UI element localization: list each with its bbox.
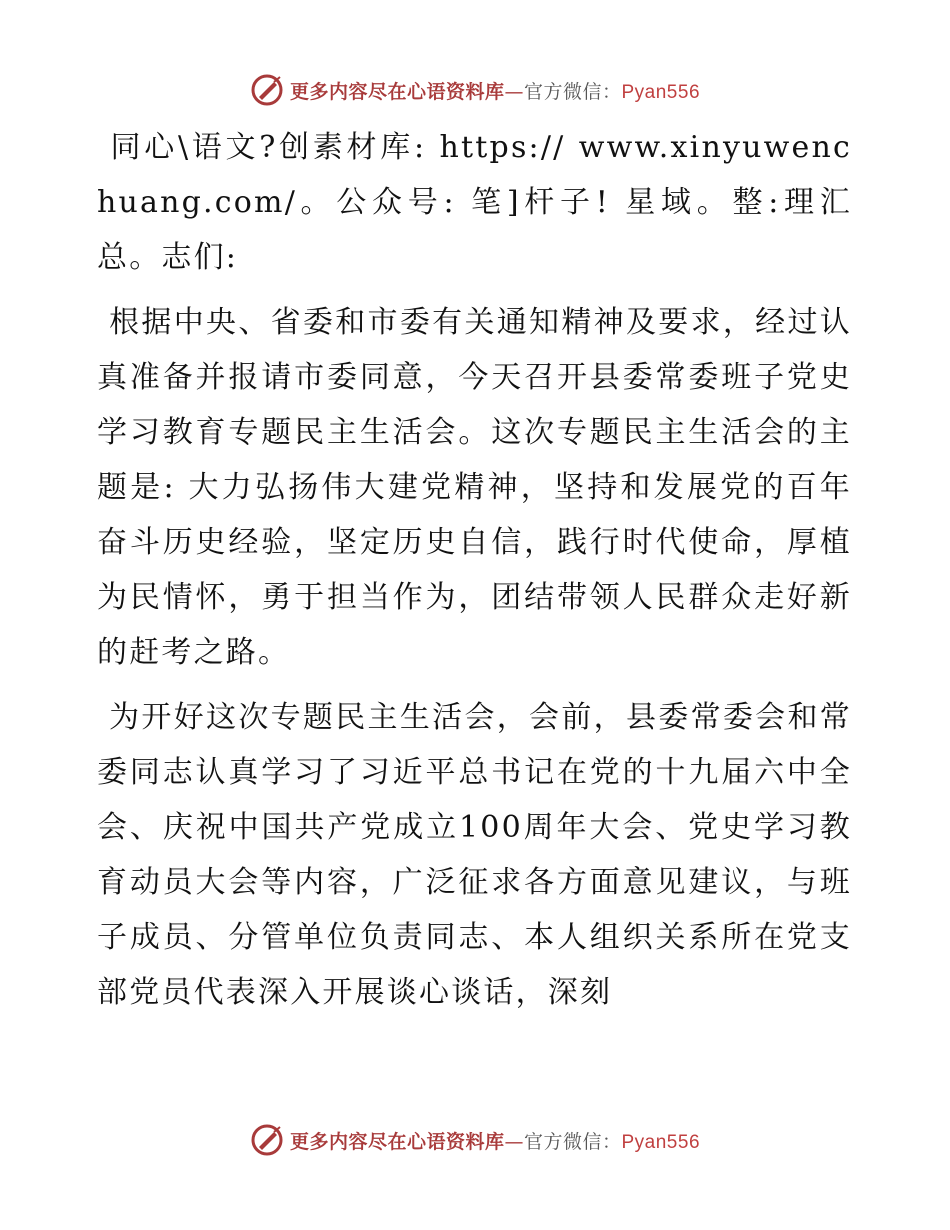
quill-pen-icon	[250, 73, 284, 107]
paragraph-3-text: 为开好这次专题民主生活会，会前，县委常委会和常委同志认真学习了习近平总书记在党的十九届六中全会、庆祝中国共产党成立100周年大会、党史学习教育动员大会等内容，广泛征求各方面意见建议，与班子成员、分管单位负责同志、本人组织关系所在党支部党员代表深入开展谈心谈话，深刻	[97, 700, 852, 1010]
paragraph-1	[97, 120, 852, 285]
banner-text	[290, 77, 700, 104]
banner-official-label: 官方微信：	[523, 1130, 622, 1153]
banner-main-text: 更多内容尽在心语资料库	[289, 1130, 505, 1153]
banner-separator: —	[504, 1130, 524, 1153]
banner-handle: Pyan556	[621, 81, 701, 103]
banner-handle: Pyan556	[621, 1131, 701, 1153]
banner-main-text: 更多内容尽在心语资料库	[289, 80, 505, 103]
paragraph-2-text: 根据中央、省委和市委有关通知精神及要求，经过认真准备并报请市委同意，今天召开县委常委班子党史学习教育专题民主生活会。这次专题民主生活会的主题是: 大力弘扬伟大建党精神，坚持和发展党的百年奋斗历史经验，坚定历史自信，践行时代使命，厚植为民情怀，勇于担当作为，团结带领人民群众走好新的赶考之路。	[97, 305, 852, 670]
paragraph-2	[97, 295, 852, 680]
banner-separator: —	[504, 80, 524, 103]
banner-official-label: 官方微信：	[523, 80, 622, 103]
document-body	[97, 120, 852, 1030]
paragraph-3	[97, 690, 852, 1020]
footer-banner	[0, 1120, 950, 1160]
paragraph-1-text: 同心\语文?创素材库: https:// www.xinyuwenchuang.com/。公众号: 笔]杆子! 星域。整:理汇总。志们:	[97, 130, 852, 275]
quill-pen-icon	[250, 1123, 284, 1157]
banner-text	[290, 1127, 700, 1154]
header-banner	[0, 70, 950, 110]
